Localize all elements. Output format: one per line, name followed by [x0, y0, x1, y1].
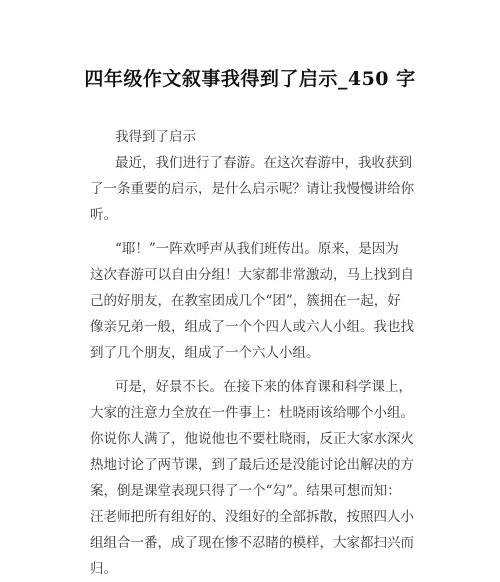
paragraph-line: “耶！”一阵欢呼声从我们班传出。原来，是因为: [115, 241, 399, 257]
paragraph-2: [90, 236, 420, 366]
essay-heading: 我得到了启示: [115, 129, 196, 145]
paragraph-line: 可是，好景不长。在接下来的体育课和科学课上，: [115, 379, 412, 395]
paragraph-line: 热地讨论了两节课，到了最后还是没能讨论出解决的方: [90, 457, 414, 473]
paragraph-line: 了一条重要的启示，是什么启示呢？请让我慢慢讲给你: [90, 181, 414, 197]
paragraph-line: 大家的注意力全放在一件事上：杜晓雨该给哪个小组。: [90, 405, 414, 421]
document-body: [90, 124, 420, 582]
paragraph-line: 己的好朋友，在教室团成几个“团”，簇拥在一起，好: [90, 293, 401, 309]
paragraph-line: 你说你人满了，他说他也不要杜晓雨，反正大家水深火: [90, 431, 414, 447]
paragraph-line: 组组合一番，成了现在惨不忍睹的模样，大家都扫兴而: [90, 535, 414, 551]
paragraph-line: 汪老师把所有组好的、没组好的全部拆散，按照四人小: [90, 509, 414, 525]
paragraph-line: 听。: [90, 207, 117, 223]
paragraph-line: 这次春游可以自由分组！大家都非常激动，马上找到自: [90, 267, 414, 283]
document-title: 四年级作文叙事我得到了启示_450 字: [84, 68, 416, 90]
paragraph-line: 到了几个朋友，组成了一个六人小组。: [90, 345, 320, 361]
paragraph-1: [90, 150, 420, 228]
paragraph-3: [90, 374, 420, 582]
paragraph-line: 最近，我们进行了春游。在这次春游中，我收获到: [115, 155, 412, 171]
paragraph-line: 归。: [90, 561, 117, 577]
paragraph-line: 案，倒是课堂表现只得了一个“勾”。结果可想而知：: [90, 483, 401, 499]
paragraph-line: 像亲兄弟一般，组成了一个个四人或六人小组。我也找: [90, 319, 414, 335]
